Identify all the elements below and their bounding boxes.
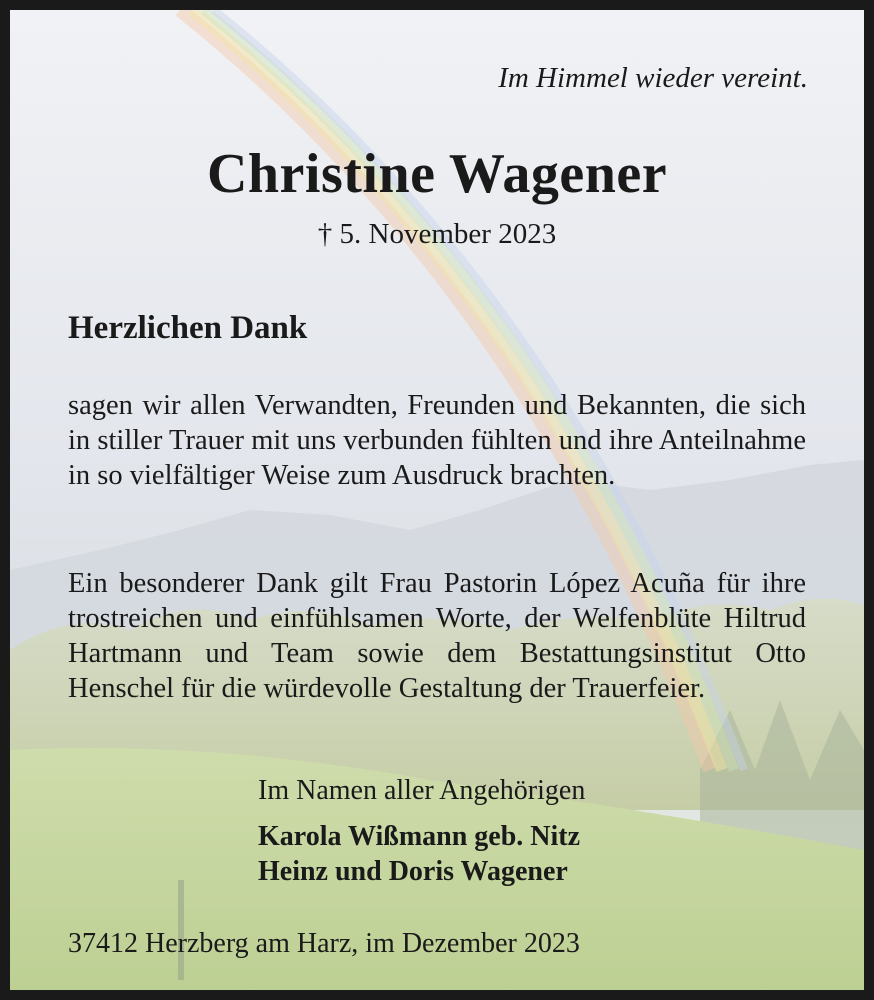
signer-name: Heinz und Doris Wagener [258, 856, 568, 887]
deceased-name: Christine Wagener [206, 143, 668, 205]
motto-text: Im Himmel wieder vereint. [498, 62, 808, 94]
place-and-date: 37412 Herzberg am Harz, im Dezember 2023 [68, 928, 580, 959]
death-date: † 5. November 2023 [317, 218, 557, 250]
thanks-paragraph-1: sagen wir allen Verwandten, Freunden und Bekannten, die sich in stiller Trauer mit uns verbunden fühlten und ihre Anteilnahme in so vielfältiger Weise zum Ausdruck brachten. [68, 390, 806, 491]
thanks-paragraph-2: Ein besonderer Dank gilt Frau Pastorin López Acuña für ihre trostreichen und einfühlsamen Worte, der Welfenblüte Hiltrud Hartmann und Team sowie dem Bestattungsinstitut Otto Henschel für die würdevolle Gestaltung der Trauerfeier. [68, 568, 806, 704]
signoff-text: Im Namen aller Angehörigen [258, 775, 586, 806]
thanks-heading: Herzlichen Dank [68, 310, 308, 346]
signer-name: Karola Wißmann geb. Nitz [258, 821, 581, 852]
